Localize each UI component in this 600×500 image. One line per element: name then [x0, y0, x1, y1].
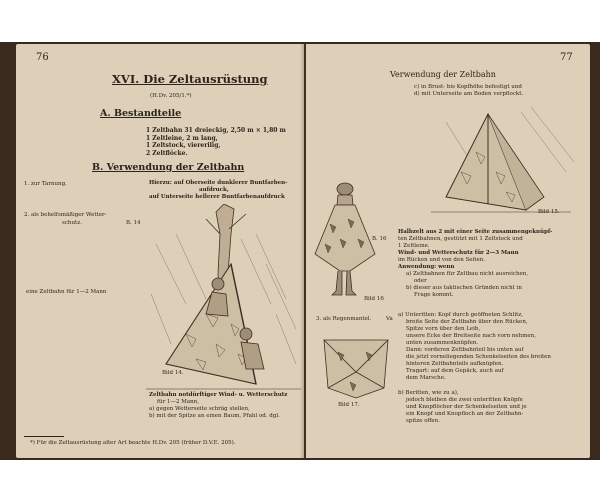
description-line: für 1—2 Mann, [157, 399, 199, 405]
footnote-rule [24, 436, 64, 437]
parts-item: 1 Zeltstock, viererilig, [146, 142, 221, 149]
parts-item: 2 Zeltflöcke. [146, 149, 188, 157]
block2-line: unsere Ecke der Breitseite nach vorn nehmen, [406, 333, 536, 339]
block2-line: Spitze vorn über den Leib, [406, 326, 481, 332]
parts-item: 1 Zeltbahn 31 dreieckig, 2,50 m × 1,80 m [146, 127, 286, 134]
ref-va: Va [386, 316, 393, 322]
use-1-line: auf Unterseite hellerer Buntfarbenaufdruck [149, 194, 285, 200]
block2-line: Tragart: auf dem Gepäck, auch auf [406, 368, 504, 374]
reference-note: (H.Dv. 205/1.*) [150, 93, 192, 99]
block1-line: 1 Zeltleine. [398, 243, 430, 249]
block2-line: Dann: vorderen Zeltbahnteil bis unten auf [406, 347, 524, 353]
chapter-title: XVI. Die Zeltausrüstung [112, 72, 268, 86]
block1-line: oder [414, 278, 427, 284]
block3-line: und Knopflöcher der Schenkelseiten und je [406, 404, 527, 410]
block3-line: b) Beritten, wie zu a), [398, 390, 459, 396]
use-3-label: eine Zeltbahn für 1—2 Mann [26, 289, 107, 295]
left-page [16, 44, 304, 458]
block1-line: Halbzelt aus 2 mit einer Seite zusammengeknüpf- [398, 229, 553, 235]
ref-b16: B. 16 [372, 236, 387, 242]
figure-16-illustration [310, 179, 380, 299]
block1-line: im Rücken und von den Seiten. [398, 257, 486, 263]
block3-line: ein Knopf und Knopfloch an der Zeltbahn- [406, 411, 524, 417]
figure-14-description [149, 392, 304, 420]
parts-list [146, 127, 296, 157]
block1-line: Wind- und Wetterschutz für 2—3 Mann [398, 250, 519, 256]
use-1-line: Hierzu: auf Oberseite dunklerer Buntfarben- [149, 180, 288, 186]
figure-17-illustration [320, 332, 392, 400]
section-a-heading: A. Bestandteile [100, 108, 182, 119]
right-page [306, 44, 590, 458]
block1-line: ten Zeltbahnen, gestützt mit 1 Zeltstock und [398, 236, 523, 242]
block2-line: unten zusammenknüpfen. [406, 340, 479, 346]
description-line: a) gegen Wetterseite schräg stellen, [149, 406, 250, 412]
text-block-3 [398, 390, 588, 425]
section-b-heading: B. Verwendung der Zeltbahn [92, 162, 245, 173]
block2-line: die jetzt vorneliegenden Schenkelseiten des breiten [406, 354, 551, 360]
use-2-figref: B. 14 [126, 220, 141, 226]
figure-14-caption: Bild 14. [162, 370, 184, 376]
block3-line: spitze offen. [406, 418, 440, 424]
block3-line: jedoch bleiben die zwei unteritten Knöpfe [406, 397, 523, 403]
block2-line: breite Seite der Zeltbahn über den Rücken, [406, 319, 528, 325]
footnote: *) Für die Zeltausrüstung alter Art beachte H.Dv. 205 (früher D.V.E. 205). [30, 440, 236, 446]
top-line: c) in Brust- bis Kopfhöhe befestigt und [414, 84, 522, 90]
raincoat-label: 3. als Regenmantel. [316, 316, 372, 322]
figure-15-illustration [426, 102, 576, 217]
figure-17-caption: Bild 17. [338, 402, 360, 408]
page-number-left: 76 [36, 52, 49, 63]
page-number-right: 77 [560, 52, 573, 63]
block2-line: hinteren Zeltbahnteils aufknüpfen. [406, 361, 504, 367]
block1-line: a) Zeltbahnen für Zeltbau nicht ausreichen, [406, 271, 529, 277]
description-line: Zeltbahn notdürftiger Wind- u. Wetterschutz [149, 392, 288, 398]
use-1-line: aufdruck, [199, 187, 229, 193]
open-book [0, 42, 600, 460]
top-line: d) mit Unterseite am Boden verpflockt. [414, 91, 524, 97]
figure-16-caption: Bild 16 [364, 296, 384, 302]
text-block-2 [398, 312, 588, 382]
block1-line: Anwendung: wenn [398, 264, 455, 270]
block1-line: Frage kommt. [414, 292, 454, 298]
figure-15-caption: Bild 15. [538, 209, 560, 215]
use-2-label: 2. als behelfsmäßiger Wetter- [24, 212, 107, 218]
running-header: Verwendung der Zeltbahn [390, 70, 496, 79]
use-1-label: 1. zur Tarnung. [24, 181, 67, 187]
use-1-text [149, 180, 299, 201]
description-line: b) mit der Spitze an einen Baum, Pfahl od. dgl. [149, 413, 280, 419]
block1-line: b) dieser aus taktischen Gründen nicht in [406, 285, 522, 291]
parts-item: 1 Zeltleine, 2 m lang, [146, 134, 218, 142]
figure-14-illustration [146, 204, 301, 419]
use-2-label-cont: schutz. [62, 220, 82, 226]
text-block-1 [398, 229, 588, 299]
top-lines [414, 84, 584, 98]
block2-line: dem Marsche. [406, 375, 446, 381]
block2-line: a) Unteritten: Kopf durch geöffneten Schlitz, [398, 312, 523, 318]
